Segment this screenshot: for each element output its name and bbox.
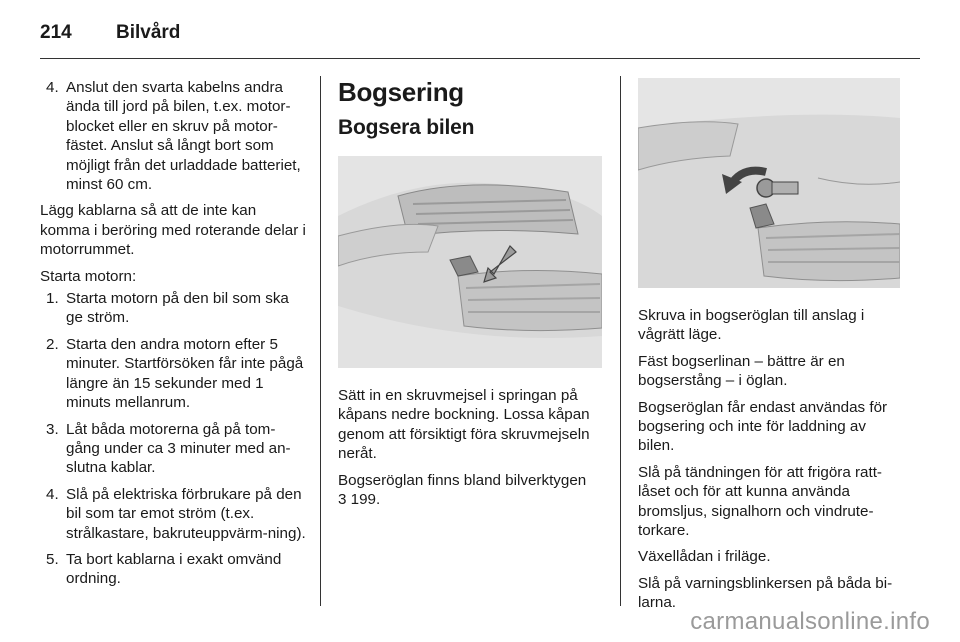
paragraph: Slå på tändningen för att frigöra ratt-låset och för att kunna använda bromsljus, signalhorn och vindrute-torkare. bbox=[638, 463, 882, 540]
illustration-bumper-cover bbox=[338, 156, 602, 368]
paragraph: Slå på varningsblinkersen på båda bi-larna. bbox=[638, 574, 893, 612]
paragraph: Skruva in bogseröglan till anslag i vågrätt läge. bbox=[638, 307, 865, 344]
list-item: 2. Starta den andra motorn efter 5 minuter. Startförsöken får inte pågå längre än 15 sekunder med 1 minuts mellanrum. bbox=[46, 335, 304, 412]
list-item: 4. Anslut den svarta kabelns andra ända till jord på bilen, t.ex. motor-blocket eller en skruv på motor-fästet. Anslut så långt bort som möjligt från det urladdade batteriet, minst 60 cm. bbox=[46, 79, 301, 194]
tow-eye-illustration bbox=[638, 78, 900, 288]
page-number: 214 bbox=[40, 22, 72, 43]
illustration-tow-eye bbox=[638, 78, 900, 288]
list-item: 5. Ta bort kablarna i exakt omvänd ordning. bbox=[46, 550, 282, 588]
paragraph: Växellådan i friläge. bbox=[638, 548, 771, 566]
list-item: 4. Slå på elektriska förbrukare på den bil som tar emot ström (t.ex. strålkastare, bakruteuppvärm-ning). bbox=[46, 485, 306, 542]
watermark: carmanualsonline.info bbox=[690, 608, 930, 635]
left-column bbox=[40, 78, 306, 596]
paragraph: Lägg kablarna så att de inte kan komma i beröring med roterande delar i motorrummet. bbox=[40, 202, 306, 259]
section-title: Bilvård bbox=[116, 22, 181, 43]
heading-towing: Bogsering bbox=[338, 77, 464, 107]
right-column bbox=[638, 78, 904, 620]
paragraph: Bogseröglan finns bland bilverktygen 3 199. bbox=[338, 471, 587, 509]
column-divider bbox=[620, 76, 621, 606]
column-divider bbox=[320, 76, 321, 606]
page-reference: 3 199. bbox=[338, 491, 381, 509]
paragraph: Fäst bogserlinan – bättre är en bogserstång – i öglan. bbox=[638, 352, 845, 390]
steps-list bbox=[40, 289, 306, 589]
list-item: 1. Starta motorn på den bil som ska ge ström. bbox=[46, 290, 289, 327]
middle-column bbox=[338, 78, 604, 516]
paragraph: Starta motorn: bbox=[40, 267, 137, 285]
paragraph: Bogseröglan får endast användas för bogsering och inte för laddning av bilen. bbox=[638, 398, 888, 455]
heading-tow-car: Bogsera bilen bbox=[338, 116, 475, 139]
list-item: 3. Låt båda motorerna gå på tom-gång under ca 3 minuter med an-slutna kablar. bbox=[46, 420, 291, 477]
paragraph: Sätt in en skruvmejsel i springan på kåpans nedre bockning. Lossa kåpan genom att försiktigt föra skruvmejseln neråt. bbox=[338, 387, 590, 463]
header-rule bbox=[40, 58, 920, 59]
numbered-list-continued bbox=[40, 78, 306, 194]
car-front-illustration bbox=[338, 156, 602, 368]
page-header bbox=[40, 22, 180, 44]
